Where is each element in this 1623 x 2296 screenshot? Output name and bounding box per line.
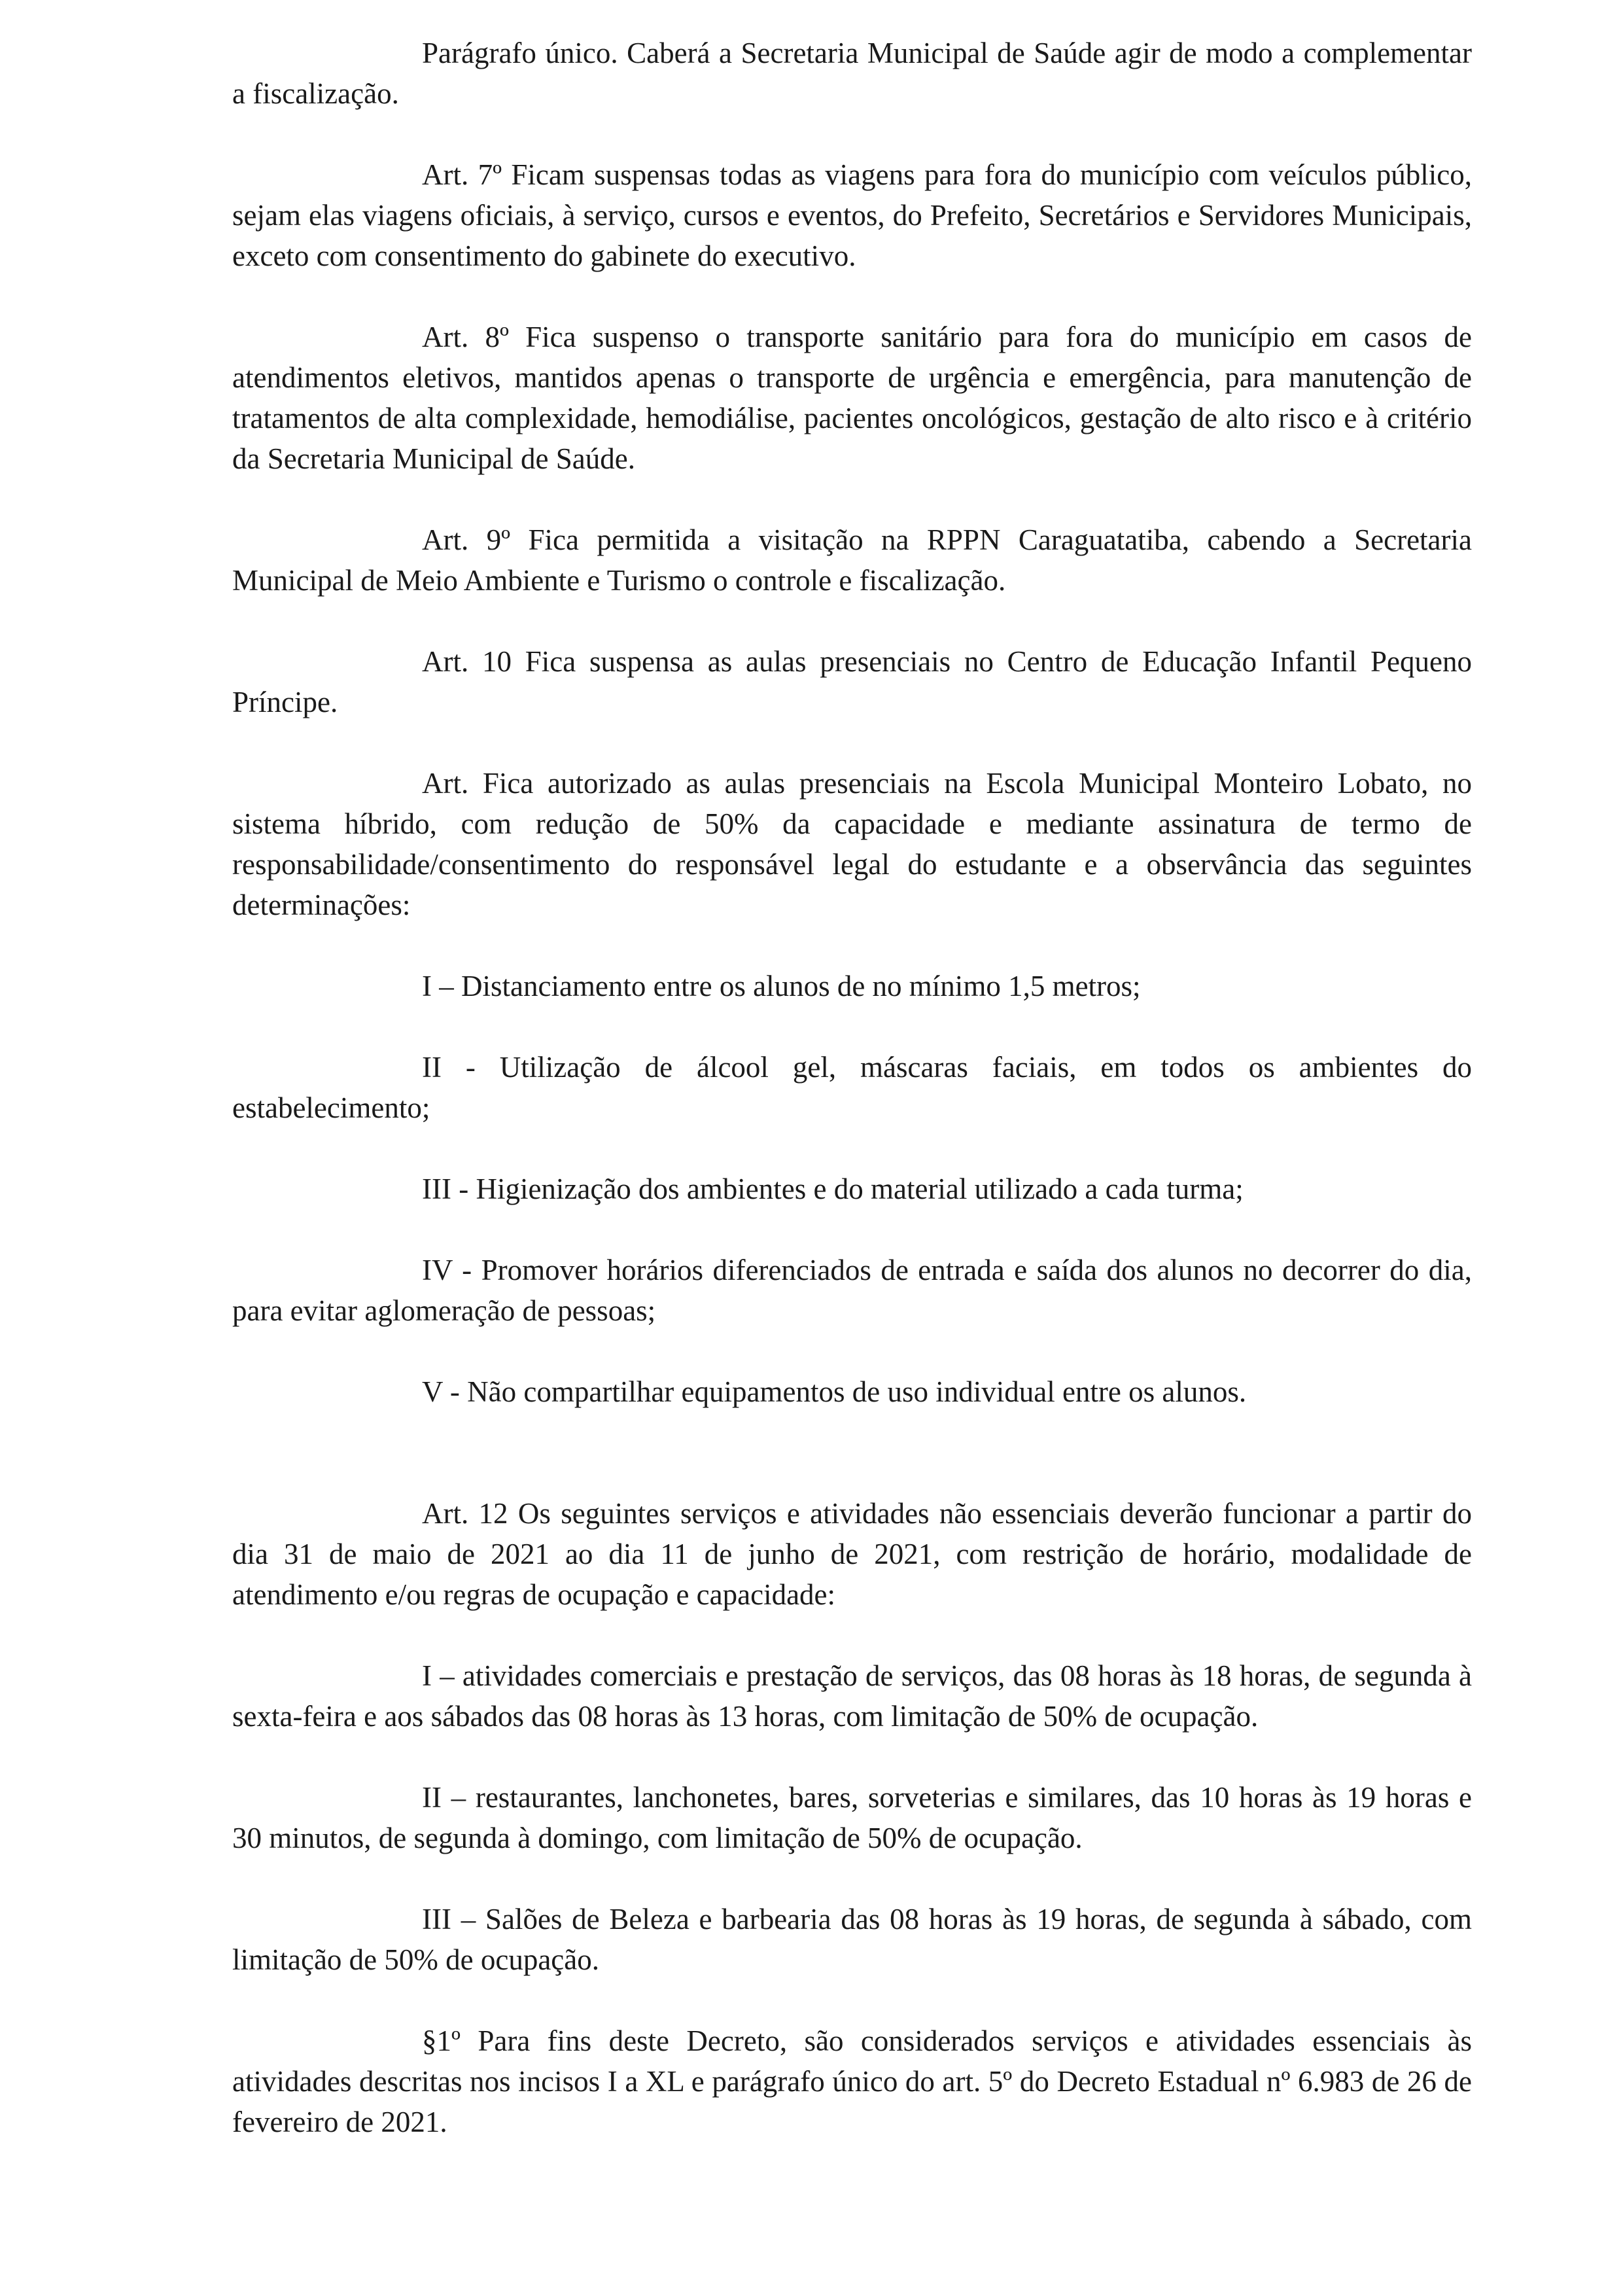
- art-11-inciso-iii: III - Higienização dos ambientes e do material utilizado a cada turma;: [422, 1173, 1244, 1205]
- art-12: Art. 12 Os seguintes serviços e atividades não essenciais deverão funcionar a partir do dia 31 de maio de 2021 ao dia 11 de junho de 2021, com restrição de horário, modalidade de atendimento e/ou regras de ocupação e capacidade:: [232, 1497, 1472, 1611]
- art-12-inciso-iii: III – Salões de Beleza e barbearia das 08 horas às 19 horas, de segunda à sábado, com limitação de 50% de ocupação.: [232, 1903, 1472, 1976]
- art-7: Art. 7º Ficam suspensas todas as viagens para fora do município com veículos público, sejam elas viagens oficiais, à serviço, cursos e eventos, do Prefeito, Secretários e Servidores Municipais, exceto com consentimento do gabinete do executivo.: [232, 158, 1472, 272]
- art-11-inciso-i: I – Distanciamento entre os alunos de no mínimo 1,5 metros;: [422, 970, 1141, 1002]
- art-12-inciso-i: I – atividades comerciais e prestação de serviços, das 08 horas às 18 horas, de segunda à sexta-feira e aos sábados das 08 horas às 13 horas, com limitação de 50% de ocupação.: [232, 1659, 1472, 1733]
- art-10: Art. 10 Fica suspensa as aulas presenciais no Centro de Educação Infantil Pequeno Príncipe.: [232, 645, 1472, 718]
- art-11-inciso-ii: II - Utilização de álcool gel, máscaras faciais, em todos os ambientes do estabelecimento;: [232, 1051, 1472, 1124]
- art-11-inciso-iv: IV - Promover horários diferenciados de entrada e saída dos alunos no decorrer do dia, para evitar aglomeração de pessoas;: [232, 1254, 1472, 1327]
- art-11: Art. Fica autorizado as aulas presenciais na Escola Municipal Monteiro Lobato, no sistema híbrido, com redução de 50% da capacidade e mediante assinatura de termo de responsabilidade/consentimento do responsável legal do estudante e a observância das seguintes determinações:: [232, 767, 1472, 921]
- document-page: [232, 33, 1472, 2142]
- paragrafo-unico: Parágrafo único. Caberá a Secretaria Municipal de Saúde agir de modo a complementar a fiscalização.: [232, 37, 1472, 110]
- art-12-paragrafo-1: §1º Para fins deste Decreto, são considerados serviços e atividades essenciais às atividades descritas nos incisos I a XL e parágrafo único do art. 5º do Decreto Estadual nº 6.983 de 26 de fevereiro de 2021.: [232, 2024, 1472, 2138]
- art-9: Art. 9º Fica permitida a visitação na RPPN Caraguatatiba, cabendo a Secretaria Municipal de Meio Ambiente e Turismo o controle e fiscalização.: [232, 523, 1472, 597]
- art-11-inciso-v: V - Não compartilhar equipamentos de uso individual entre os alunos.: [422, 1375, 1247, 1408]
- art-8: Art. 8º Fica suspenso o transporte sanitário para fora do município em casos de atendimentos eletivos, mantidos apenas o transporte de urgência e emergência, para manutenção de tratamentos de alta complexidade, hemodiálise, pacientes oncológicos, gestação de alto risco e à critério da Secretaria Municipal de Saúde.: [232, 321, 1472, 475]
- art-12-inciso-ii: II – restaurantes, lanchonetes, bares, sorveterias e similares, das 10 horas às 19 horas e 30 minutos, de segunda à domingo, com limitação de 50% de ocupação.: [232, 1781, 1472, 1854]
